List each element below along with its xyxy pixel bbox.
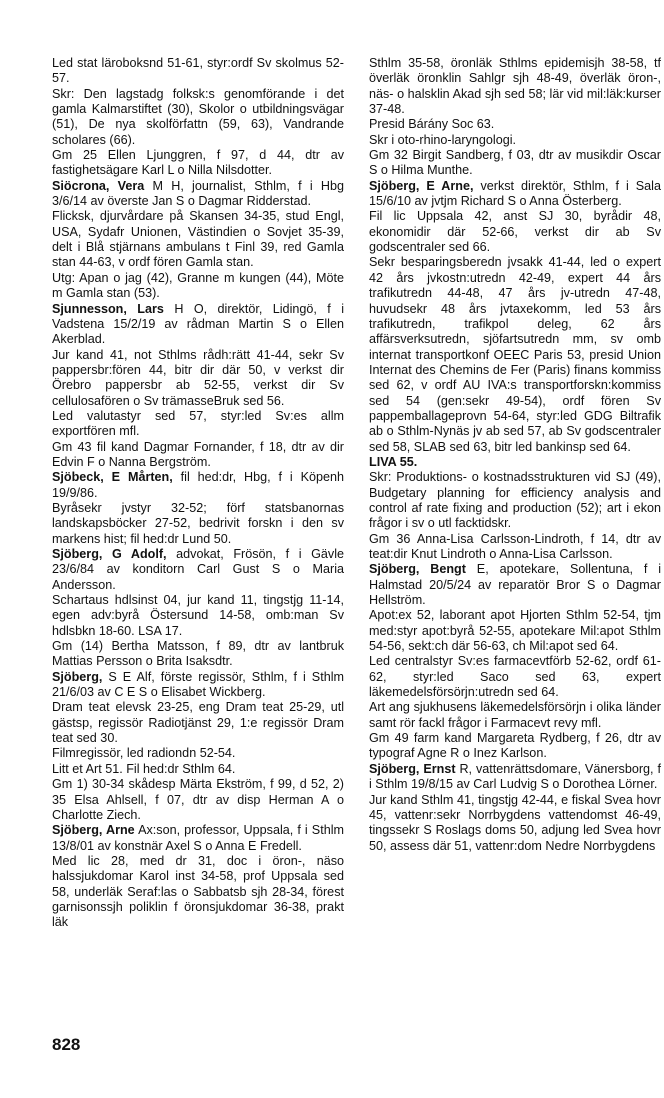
entry-text: Led centralstyr Sv:es farmacevtförb 52-62, ordf 61-62, styr:led Saco sed 63, expert läkemedelsförsörjn:utredn sed 64.: [369, 654, 661, 700]
biography-entry-heading: [369, 455, 661, 470]
entry-text: E, apotekare, Sollentuna, f i Halmstad 20/5/24 av reparatör Bror S o Dagmar Hellström.: [369, 562, 661, 608]
entry-text: Filmregissör, led radiondn 52-54.: [52, 746, 236, 761]
entry-text: Gm 32 Birgit Sandberg, f 03, dtr av musikdir Oscar S o Hilma Munthe.: [369, 148, 661, 178]
entry-text: advokat, Frösön, f i Gävle 23/6/84 av konditorn Carl Gust S o Maria Andersson.: [52, 547, 344, 592]
entry-paragraph: [369, 532, 661, 563]
person-name: Sjöberg, Bengt: [369, 562, 466, 577]
entry-text: Gm 25 Ellen Ljunggren, f 97, d 44, dtr av fastighetsägare Karl L o Nilla Nilsdotter.: [52, 148, 344, 178]
entry-text: Gm 36 Anna-Lisa Carlsson-Lindroth, f 14, dtr av teat:dir Knut Lindroth o Anna-Lisa Carlsson.: [369, 531, 661, 561]
person-name: Sjöberg, Arne: [52, 823, 135, 838]
entry-paragraph: [52, 440, 344, 471]
entry-text: Skr: Produktions- o kostnadsstrukturen vid SJ (49), Budgetary planning for efficiency analysis and control af rate fixing and production (52); art i ekon frågor i sv o utl facktidskr.: [369, 470, 661, 531]
entry-text: Skr i oto-rhino-laryngologi.: [369, 132, 516, 147]
entry-paragraph: [369, 255, 661, 454]
person-name: Sjöberg, E Arne,: [369, 178, 474, 193]
entry-text: S E Alf, förste regissör, Sthlm, f i Sthlm 21/6/03 av C E S o Elisabet Wickberg.: [52, 669, 344, 700]
entry-paragraph: [52, 348, 344, 409]
entry-paragraph: [369, 654, 661, 700]
entry-text: M H, journalist, Sthlm, f i Hbg 3/6/14 av överste Jan S o Dagmar Ridderstad.: [52, 178, 344, 209]
entry-text: Ax:son, professor, Uppsala, f i Sthlm 13/8/01 av konstnär Axel S o Anna E Fredell.: [52, 823, 345, 853]
biography-entry-heading: [369, 562, 661, 608]
entry-text: Jur kand Sthlm 41, tingstjg 42-44, e fiskal Svea hovr 45, vattenr:sekr Norrbygdens vattendomst 46-49, tingssekr S Roslags doms 50, adjung led Svea hovr 50, assess där 51, vattenr:dom Nedre Norrbygdens: [369, 792, 661, 853]
entry-text: R, vattenrättsdomare, Vänersborg, f i Sthlm 19/8/15 av Carl Ludvig S o Dorothea Lörner.: [369, 761, 661, 792]
person-name: Sjunnesson, Lars: [52, 301, 164, 316]
entry-paragraph: [369, 731, 661, 762]
entry-paragraph: [52, 271, 344, 302]
entry-text: Gm (14) Bertha Matsson, f 89, dtr av lantbruk Mattias Persson o Brita Isaksdtr.: [52, 639, 344, 669]
biography-entry-heading: [52, 302, 344, 348]
entry-text: Skr: Den lagstadg folksk:s genomförande i det gamla Kalmarstiftet (30), Skolor o utbildningsvägar (51), De nya skolförfattn (59, 63), Vandrande scholares (66).: [52, 86, 344, 147]
entry-paragraph: [369, 470, 661, 531]
entry-paragraph: [52, 762, 344, 777]
biography-entry-heading: [369, 762, 661, 793]
right-column: [369, 56, 661, 854]
entry-text: Byråsekr jvstyr 32-52; förf statsbanornas landskapsböcker 27-52, bedrivit forskn i den sv markens hist; fil hed:dr Lund 50.: [52, 500, 344, 546]
entry-text: Led stat läroboksnd 51-61, styr:ordf Sv skolmus 52-57.: [52, 56, 344, 86]
person-name: Sjöbeck, E Mårten,: [52, 470, 173, 485]
entry-text: verkst direktör, Sthlm, f i Sala 15/6/10 av jvtjm Richard S o Anna Österberg.: [369, 178, 661, 209]
entry-text: Fil lic Uppsala 42, anst SJ 30, byrådir 48, ekonomidir där 52-66, verkst dir ab Sv godscentraler sed 66.: [369, 209, 661, 255]
entry-paragraph: [52, 593, 344, 639]
entry-paragraph: [52, 56, 344, 87]
entry-text: Flicksk, djurvårdare på Skansen 34-35, stud Engl, USA, Sydafr Unionen, Västindien o Sovjet 35-39, delt i Blå stjärnans ambulans t Finl 39, red Gamla stan 44-63, v ordf fören Gamla stan.: [52, 209, 344, 270]
entry-paragraph: [369, 133, 661, 148]
entry-text: Sthlm 35-58, öronläk Sthlms epidemisjh 38-58, tf överläk öronklin Sahlgr sjh 48-49, överläk öron-, näs- o halsklin Akad sjh sed 58; lär vid mil:läk:kurser 37-48.: [369, 56, 661, 117]
biography-entry-heading: [52, 547, 344, 593]
entry-paragraph: [369, 56, 661, 117]
entry-text: Gm 43 fil kand Dagmar Fornander, f 18, dtr av dir Edvin F o Nanna Bergström.: [52, 439, 344, 469]
entry-text: Led valutastyr sed 57, styr:led Sv:es allm exportfören mfl.: [52, 408, 344, 439]
entry-text: Apot:ex 52, laborant apot Hjorten Sthlm 52-54, tjm med:styr apot:byrå 52-55, apotekare Mil:apot Sthlm 54-56, sekt:ch där 56-63, ch Mil:apot sed 64.: [369, 608, 661, 654]
biography-entry-heading: [52, 670, 344, 701]
entry-text: Schartaus hdlsinst 04, jur kand 11, tingstjg 11-14, egen adv:byrå Östersund 14-58, omb:man Sv hdlsbkn 18-60. LSA 17.: [52, 593, 344, 638]
entry-text: Gm 1) 30-34 skådesp Märta Ekström, f 99, d 52, 2) 35 Elsa Ahlsell, f 07, dtr av disp Herman A o Charlotte Ziech.: [52, 777, 344, 822]
person-name: LIVA 55.: [369, 454, 418, 469]
entry-text: Presid Bárány Soc 63.: [369, 117, 495, 132]
entry-text: Sekr besparingsberedn jvsakk 41-44, led o expert 42 års jvkostn:utredn 42-49, expert 44 års trafikutredn 44-48, 47 års jv-utredn 47-48, huvudsekr 48 års jvtaxekomm, led 53 års trafikutredn, trafikpol deleg, 62 års affärsverksutredn, sjöfartsutredn mm, sv omb internat transportkonf OEEC Paris 53, presid Union Internat des Chemins de Fer (Paris) finans kommiss sed 62, v ordf AU IVA:s transportforskn:kommiss sed 54 (gen:sekr 49-54), ordf fören Sv pappemballageprovn 54-64, styr:led GDG Biltrafik ab o Sthlm-Nynäs jv ab sed 57, ab Sv godscentraler sed 58, SLAB sed 63, bitr led bankinsp sed 64.: [369, 255, 661, 454]
entry-paragraph: [52, 639, 344, 670]
person-name: Sjöberg, Ernst: [369, 761, 456, 776]
biography-entry-heading: [52, 179, 344, 210]
entry-text: Gm 49 farm kand Margareta Rydberg, f 26, dtr av typograf Agne R o Inez Karlson.: [369, 731, 661, 761]
entry-paragraph: [369, 209, 661, 255]
entry-paragraph: [52, 700, 344, 746]
entry-paragraph: [52, 209, 344, 270]
entry-paragraph: [52, 87, 344, 148]
entry-paragraph: [369, 117, 661, 132]
entry-text: Litt et Art 51. Fil hed:dr Sthlm 64.: [52, 761, 236, 776]
person-name: Sjöberg, G Adolf,: [52, 547, 167, 561]
left-column: [52, 56, 344, 931]
entry-text: H O, direktör, Lidingö, f i Vadstena 15/2/19 av rådman Martin S o Ellen Akerblad.: [52, 301, 345, 347]
entry-paragraph: [369, 700, 661, 731]
entry-paragraph: [52, 746, 344, 761]
entry-paragraph: [52, 501, 344, 547]
person-name: Sjöberg,: [52, 669, 103, 684]
entry-text: Art ang sjukhusens läkemedelsförsörjn i olika länder samt rör fackl frågor i Farmacevt revy mfl.: [369, 700, 661, 730]
entry-paragraph: [369, 793, 661, 854]
entry-paragraph: [369, 148, 661, 179]
entry-paragraph: [52, 409, 344, 440]
entry-paragraph: [52, 777, 344, 823]
entry-text: Utg: Apan o jag (42), Granne m kungen (44), Möte m Gamla stan (53).: [52, 270, 344, 301]
entry-text: fil hed:dr, Hbg, f i Köpenh 19/9/86.: [52, 470, 345, 500]
entry-text: Jur kand 41, not Sthlms rådh:rätt 41-44, sekr Sv pappersbr:fören 44, bitr dir där 50, v verkst dir Örebro pappersbr ab 52-55, verkst dir Sv cellulosafören o Sv trämasseBruk sed 56.: [52, 347, 344, 408]
person-name: Siöcrona, Vera: [52, 178, 145, 193]
biography-entry-heading: [52, 823, 344, 854]
page-number: 828: [52, 1035, 81, 1054]
entry-paragraph: [369, 608, 661, 654]
entry-text: Med lic 28, med dr 31, doc i öron-, näso halssjukdomar Karol inst 34-58, prof Uppsala sed 58, underläk Seraf:las o Sabbatsb sjh 28-34, förest garnisonssjh poliklin f öronsjukdomar 36-38, prakt läk: [52, 853, 344, 930]
biography-entry-heading: [52, 470, 344, 501]
biography-entry-heading: [369, 179, 661, 210]
entry-paragraph: [52, 148, 344, 179]
entry-text: Dram teat elevsk 23-25, eng Dram teat 25-29, utl gästsp, regissör Radiotjänst 29, 1:e regissör Dram teat sed 30.: [52, 700, 344, 746]
entry-paragraph: [52, 854, 344, 931]
